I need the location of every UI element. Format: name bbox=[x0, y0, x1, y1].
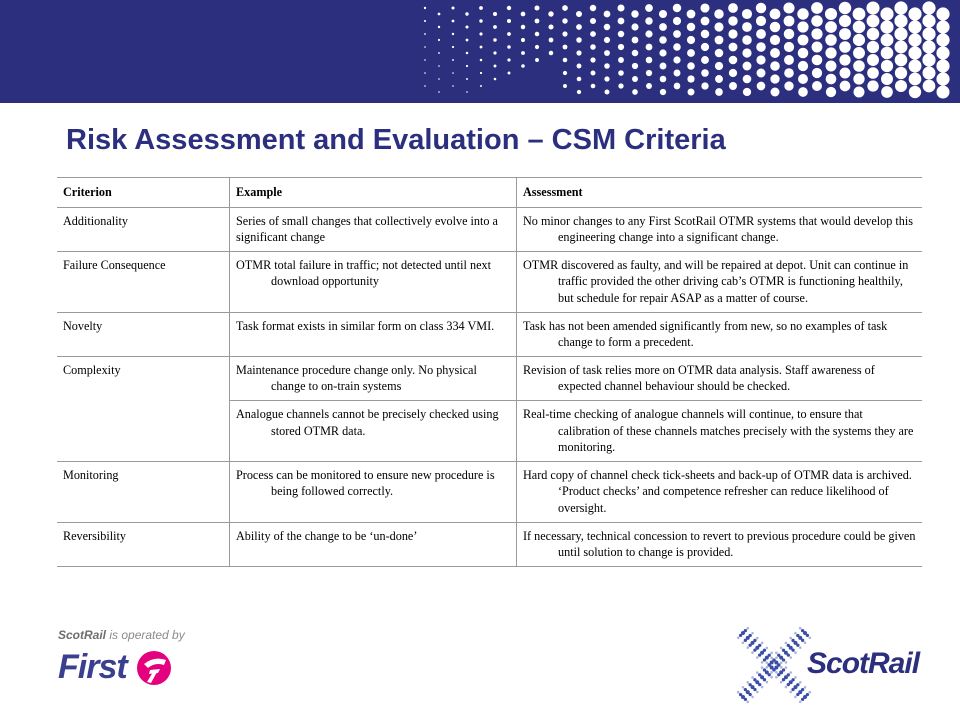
example-text: Analogue channels cannot be precisely checked using stored OTMR data. bbox=[236, 406, 499, 438]
assessment-cell bbox=[517, 400, 923, 461]
example-text: Task format exists in similar form on class 334 VMI. bbox=[236, 318, 495, 333]
example-text: OTMR total failure in traffic; not detected until next download opportunity bbox=[236, 257, 491, 289]
example-text: Series of small changes that collectively evolve into a significant change bbox=[236, 213, 498, 245]
operator-branding bbox=[58, 628, 185, 686]
assessment-cell bbox=[517, 207, 923, 251]
header-criterion: Criterion bbox=[57, 178, 230, 208]
table-row bbox=[57, 207, 922, 251]
assessment-text: If necessary, technical concession to revert to previous procedure could be given until solution to change is provided. bbox=[523, 528, 916, 560]
slide-title: Risk Assessment and Evaluation – CSM Criteria bbox=[66, 124, 726, 156]
criterion-text: Monitoring bbox=[63, 467, 119, 482]
criterion-cell bbox=[57, 522, 230, 566]
assessment-cell bbox=[517, 356, 923, 400]
assessment-cell bbox=[517, 312, 923, 356]
example-cell bbox=[230, 461, 517, 522]
criterion-text: Reversibility bbox=[63, 528, 126, 543]
assessment-text: Task has not been amended significantly from new, so no examples of task change to form a precedent. bbox=[523, 318, 888, 350]
table-row bbox=[57, 461, 922, 522]
saltire-x-icon bbox=[735, 625, 815, 705]
criterion-text: Failure Consequence bbox=[63, 257, 166, 272]
header-example: Example bbox=[230, 178, 517, 208]
operated-by-brand: ScotRail bbox=[58, 628, 107, 642]
criterion-cell bbox=[57, 207, 230, 251]
assessment-text: No minor changes to any First ScotRail OTMR systems that would develop this engineering change into a significant change. bbox=[523, 213, 913, 245]
table-header-row bbox=[57, 178, 922, 208]
assessment-cell bbox=[517, 522, 923, 566]
first-logo bbox=[58, 648, 173, 688]
example-cell bbox=[230, 522, 517, 566]
example-cell bbox=[230, 312, 517, 356]
criterion-cell bbox=[57, 356, 230, 461]
header-banner bbox=[0, 0, 960, 103]
criteria-table bbox=[57, 177, 922, 567]
example-cell bbox=[230, 207, 517, 251]
operated-by-text: is operated by bbox=[106, 628, 185, 642]
assessment-text: Hard copy of channel check tick-sheets and back-up of OTMR data is archived. ‘Product checks’ and competence refresher can reduce likelihood of oversight. bbox=[523, 467, 912, 515]
example-cell bbox=[230, 400, 517, 461]
example-text: Process can be monitored to ensure new procedure is being followed correctly. bbox=[236, 467, 495, 499]
criterion-text: Additionality bbox=[63, 213, 128, 228]
dot-pattern-decoration bbox=[0, 0, 960, 103]
scotrail-logo bbox=[735, 625, 930, 705]
first-f-swirl-icon bbox=[136, 650, 172, 686]
criterion-text: Novelty bbox=[63, 318, 103, 333]
table-row bbox=[57, 356, 922, 400]
assessment-text: Revision of task relies more on OTMR data analysis. Staff awareness of expected channel behaviour should be checked. bbox=[523, 362, 875, 394]
criterion-text: Complexity bbox=[63, 362, 121, 377]
assessment-cell bbox=[517, 461, 923, 522]
scotrail-logo-text: ScotRail bbox=[807, 647, 920, 680]
assessment-text: OTMR discovered as faulty, and will be repaired at depot. Unit can continue in traffic provided the other driving cab’s OTMR is functioning healthily, but schedule for repair ASAP as a matter of course. bbox=[523, 257, 909, 305]
operated-by-caption bbox=[58, 628, 185, 642]
example-cell bbox=[230, 356, 517, 400]
criterion-cell bbox=[57, 461, 230, 522]
example-cell bbox=[230, 251, 517, 312]
header-assessment: Assessment bbox=[517, 178, 923, 208]
assessment-text: Real-time checking of analogue channels will continue, to ensure that calibration of these channels matches precisely with the systems they are monitoring. bbox=[523, 406, 914, 455]
example-text: Maintenance procedure change only. No physical change to on-train systems bbox=[236, 362, 477, 394]
criterion-cell bbox=[57, 312, 230, 356]
table-row bbox=[57, 522, 922, 566]
criterion-cell bbox=[57, 251, 230, 312]
first-logo-text: First bbox=[58, 648, 127, 686]
assessment-cell bbox=[517, 251, 923, 312]
example-text: Ability of the change to be ‘un-done’ bbox=[236, 528, 418, 543]
table-row bbox=[57, 251, 922, 312]
table-row bbox=[57, 312, 922, 356]
